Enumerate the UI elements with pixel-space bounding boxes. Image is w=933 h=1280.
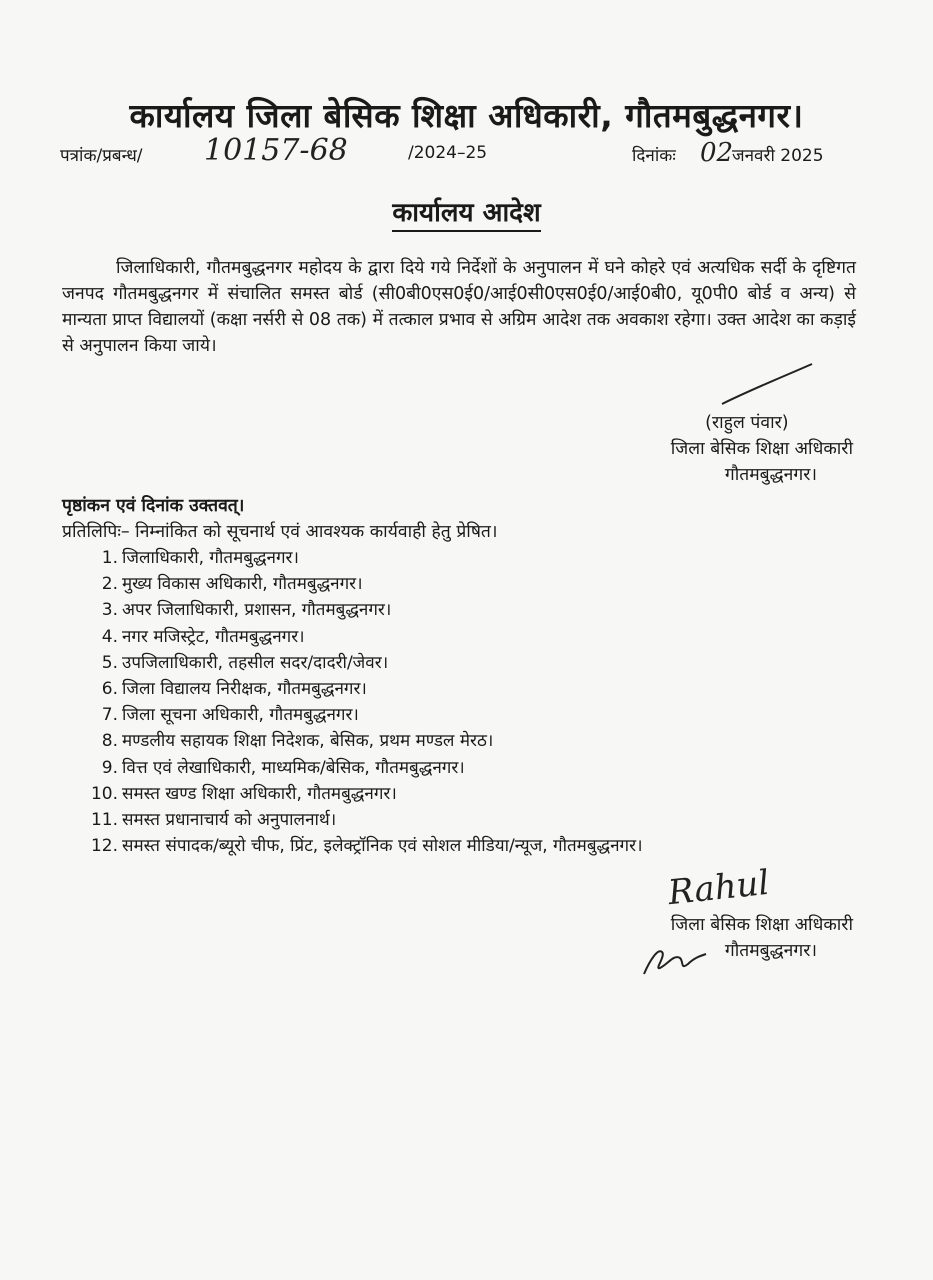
list-item: 3. अपर जिलाधिकारी, प्रशासन, गौतमबुद्धनगर। [101, 600, 392, 621]
list-item: 8. मण्डलीय सहायक शिक्षा निदेशक, बेसिक, प्रथम मण्डल मेरठ। [101, 731, 494, 752]
ref-number-handwritten: 10157-68 [204, 133, 348, 168]
copy-intro: प्रतिलिपिः– निम्नांकित को सूचनार्थ एवं आवश्यक कार्यवाही हेतु प्रेषित। [62, 522, 498, 542]
signatory-top [671, 410, 853, 488]
list-item: 12. समस्त संपादक/ब्यूरो चीफ, प्रिंट, इलेक्ट्रॉनिक एवं सोशल मीडिया/न्यूज, गौतमबुद्धनगर। [90, 836, 643, 857]
signature-handwritten: Rahul [666, 862, 772, 914]
list-item: 6. जिला विद्यालय निरीक्षक, गौतमबुद्धनगर। [101, 679, 367, 700]
list-item: 5. उपजिलाधिकारी, तहसील सदर/दादरी/जेवर। [101, 652, 389, 673]
list-item: 4. नगर मजिस्ट्रेट, गौतमबुद्धनगर। [101, 626, 305, 647]
ref-label: पत्रांक/प्रबन्ध/ [60, 146, 143, 166]
office-title: कार्यालय जिला बेसिक शिक्षा अधिकारी, गौतमबुद्धनगर। [129, 96, 804, 135]
list-item: 1. जिलाधिकारी, गौतमबुद्धनगर। [101, 548, 299, 568]
endorsement-heading: पृष्ठांकन एवं दिनांक उक्तवत्। [62, 496, 245, 516]
list-item: 9. वित्त एवं लेखाधिकारी, माध्यमिक/बेसिक, गौतमबुद्धनगर। [101, 757, 465, 778]
list-item: 11. समस्त प्रधानाचार्य को अनुपालनार्थ। [90, 810, 337, 831]
signatory-bottom [671, 912, 853, 964]
list-item: 7. जिला सूचना अधिकारी, गौतमबुद्धनगर। [101, 705, 359, 726]
recipient-list [88, 545, 643, 859]
date-day-handwritten: 02 [700, 138, 734, 168]
list-item: 10. समस्त खण्ड शिक्षा अधिकारी, गौतमबुद्धनगर। [90, 783, 397, 804]
ref-year: /2024–25 [408, 143, 488, 163]
order-title: कार्यालय आदेश [0, 193, 933, 229]
signatory-name: (राहुल पंवार) [705, 413, 789, 433]
list-item: 2. मुख्य विकास अधिकारी, गौतमबुद्धनगर। [101, 574, 363, 595]
signatory-designation-bottom: जिला बेसिक शिक्षा अधिकारी [670, 915, 853, 935]
date-label: दिनांकः [632, 146, 676, 166]
date-month-year: जनवरी 2025 [732, 146, 824, 166]
signature-stroke [720, 360, 820, 410]
order-body: जिलाधिकारी, गौतमबुद्धनगर महोदय के द्वारा दिये गये निर्देशों के अनुपालन में घने कोहरे एवं अत्यधिक सर्दी के दृष्टिगत जनपद गौतमबुद्धनगर में संचालित समस्त बोर्ड (सी0बी0एस0ई0/आई0सी0एस0ई0/आई0बी0, यू0पी0 बोर्ड व अन्य) से मान्यता प्राप्त विद्यालयों (कक्षा नर्सरी से 08 तक) में तत्काल प्रभाव से अग्रिम आदेश तक अवकाश रहेगा। उक्त आदेश का कड़ाई से अनुपालन किया जाये। [62, 258, 856, 356]
signatory-designation: जिला बेसिक शिक्षा अधिकारी [670, 439, 853, 459]
signatory-place: गौतमबुद्धनगर। [724, 465, 817, 485]
signatory-place-bottom: गौतमबुद्धनगर। [724, 941, 817, 961]
